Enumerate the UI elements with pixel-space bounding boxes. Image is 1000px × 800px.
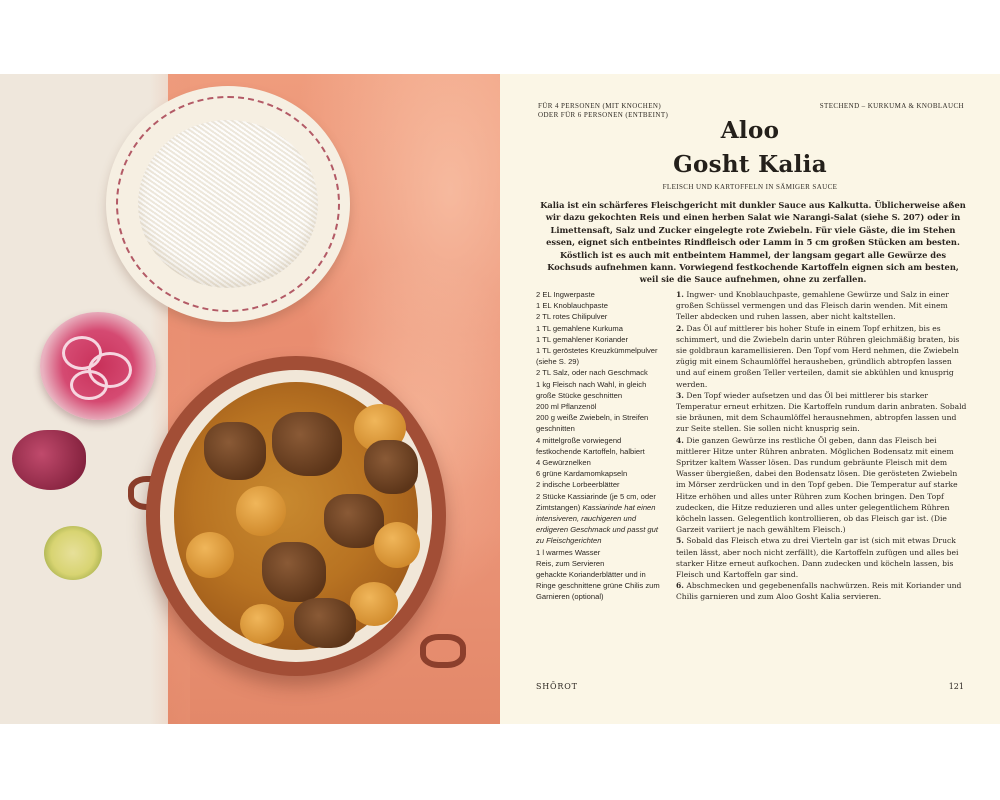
step-number: 6.	[676, 581, 684, 591]
method-step	[676, 535, 968, 580]
ingredient-item	[536, 558, 666, 569]
recipe-subtitle: FLEISCH UND KARTOFFELN IN SÄMIGER SAUCE	[662, 183, 838, 191]
ingredient-text: 1 TL geröstetes Kreuzkümmelpulver (siehe S. 29)	[536, 346, 658, 367]
ingredient-item	[536, 569, 666, 603]
step-number: 3.	[676, 390, 684, 400]
method-step	[676, 580, 968, 602]
recipe-photo	[0, 74, 500, 724]
ingredient-item	[536, 491, 666, 547]
potato-chunk	[186, 532, 234, 578]
page-number: 121	[948, 682, 964, 691]
method-step	[676, 390, 968, 435]
servings-info: FÜR 4 PERSONEN (MIT KNOCHEN) ODER FÜR 6 PERSONEN (ENTBEINT)	[538, 102, 669, 119]
ingredient-text: 1 l warmes Wasser	[536, 547, 601, 557]
meat-chunk	[294, 598, 356, 648]
recipe-title-line1: Aloo	[720, 117, 780, 144]
recipe-title	[650, 114, 850, 182]
method-step	[676, 323, 968, 390]
curry-pot	[146, 356, 446, 676]
pickled-onion-bowl	[40, 312, 156, 420]
step-text: Sobald das Fleisch etwa zu drei Vierteln gar ist (sich mit etwas Druck teilen lässt, aber noch nicht zerfällt), die Kartoffeln zufügen und alles bei starker Hitze erneut aufkochen. Dann zudecken und köcheln lassen, bis Fleisch und Kartoffeln gar sind.	[676, 536, 959, 580]
step-text: Die ganzen Gewürze ins restliche Öl geben, dann das Fleisch bei mittlerer Hitze unter Rühren anbraten. Möglichen Bodensatz mit einem Spritzer kaltem Wasser lösen. Das rundum gebräunte Fleisch mit dem Wasser übergießen, dabei den Bodensatz lösen. Die gerösteten Zwiebeln im Mörser zerdrücken und in den Topf geben. Die Temperatur auf starke Hitze erhöhen und alles unter Rühren zum Kochen bringen. Den Topf zudecken, die Hitze reduzieren und alles unter gelegentlichem Rühren köcheln lassen. Gelegentlich kontrollieren, ob das Fleisch gar ist. (Die Garzeit variiert je nach gewähltem Fleisch.)	[676, 435, 958, 535]
ingredient-text: 2 TL Salz, oder nach Geschmack	[536, 368, 648, 378]
step-number: 2.	[676, 323, 684, 333]
ingredient-item	[536, 345, 666, 367]
red-onion	[12, 430, 86, 490]
lime-half	[44, 526, 102, 580]
curry-sauce	[174, 382, 418, 650]
ingredient-text: 2 Stücke Kassiarinde (je 5 cm, oder Zimtstangen)	[536, 491, 656, 512]
rice	[138, 120, 318, 288]
onion-ring	[70, 370, 108, 400]
step-text: Das Öl auf mittlerer bis hoher Stufe in einem Topf erhitzen, bis es schimmert, und die Zwiebeln darin unter Rühren gleichmäßig braten, bis sie goldbraun karamellisieren. Den Topf vom Herd nehmen, die Zwiebeln zügig mit einem Schaumlöffel herausheben, gründlich abtropfen lassen und auf einem großen Teller verteilen, damit sie abkühlen und knusprig werden.	[676, 323, 960, 389]
recipe-intro: Kalia ist ein schärferes Fleischgericht mit dunkler Sauce aus Kalkutta. Üblicherweise aßen wir dazu gekochten Reis und einen herben Salat wie Narangi-Salat (siehe S. 207) oder in Limettensaft, Salz und Zucker eingelegte rote Zwiebeln. Für viele Gäste, die im Stehen essen, eignet sich entbeintes Rindfleisch oder Lamm in 5 cm großen Stücken am besten. Köstlich ist es auch mit entbeintem Hammel, der langsam gegart alle Gewürze des Kochsuds aufnehmen kann. Vorwiegend festkochende Kartoffeln eignen sich am besten, weil sie die Sauce aufnehmen, ohne zu zerfallen.	[540, 200, 966, 285]
step-number: 5.	[676, 536, 684, 546]
ingredient-item	[536, 289, 666, 300]
ingredient-text: 1 EL Knoblauchpaste	[536, 301, 608, 311]
pot-handle-right	[420, 634, 466, 668]
ingredient-text: gehackte Korianderblätter und in Ringe geschnittene grüne Chilis zum Garnieren (optional)	[536, 570, 660, 602]
ingredient-text: 200 g weiße Zwiebeln, in Streifen geschnitten	[536, 413, 649, 434]
step-text: Den Topf wieder aufsetzen und das Öl bei mittlerer bis starker Temperatur erneut erhitzen. Die Kartoffeln rundum darin anbraten. Sobald sie bräunen, mit dem Schaumlöffel herausnehmen, abtropfen lassen und zur Seite stellen. Sie sollen nicht knusprig sein.	[676, 390, 967, 434]
step-number: 4.	[676, 435, 684, 445]
meat-chunk	[204, 422, 266, 480]
ingredient-text: 4 Gewürznelken	[536, 458, 591, 468]
meat-chunk	[272, 412, 342, 476]
ingredient-text: 4 mittelgroße vorwiegend festkochende Kartoffeln, halbiert	[536, 435, 645, 456]
ingredient-item	[536, 457, 666, 468]
ingredient-list	[536, 289, 666, 603]
ingredient-item	[536, 468, 666, 479]
method-steps	[676, 289, 968, 603]
ingredient-text: 2 indische Lorbeerblätter	[536, 480, 620, 490]
ingredient-item	[536, 412, 666, 434]
ingredient-note: Kassiarinde hat einen intensiveren, rauchigeren und erdigeren Geschmack und passt gut zu Fleischgerichten	[536, 502, 658, 546]
method-step	[676, 435, 968, 536]
chapter-name: SHŌROT	[536, 682, 578, 691]
ingredient-text: 6 grüne Kardamomkapseln	[536, 469, 628, 479]
potato-chunk	[350, 582, 398, 626]
ingredient-item	[536, 300, 666, 311]
ingredient-item	[536, 379, 666, 401]
ingredient-item	[536, 435, 666, 457]
ingredient-item	[536, 401, 666, 412]
ingredient-text: 1 kg Fleisch nach Wahl, in gleich große Stücke geschnitten	[536, 379, 647, 400]
flavor-tagline: STECHEND – KURKUMA & KNOBLAUCH	[819, 102, 964, 110]
ingredient-text: Reis, zum Servieren	[536, 558, 605, 568]
ingredient-item	[536, 323, 666, 334]
ingredient-text: 2 TL rotes Chilipulver	[536, 312, 608, 322]
step-text: Abschmecken und gegebenenfalls nachwürzen. Reis mit Koriander und Chilis garnieren und zum Aloo Gosht Kalia servieren.	[676, 581, 962, 602]
potato-chunk	[236, 486, 286, 536]
step-text: Ingwer- und Knoblauchpaste, gemahlene Gewürze und Salz in einer großen Schüssel vermengen und das Fleisch darin wenden. Mit einem Teller abdecken und ruhen lassen, aber nicht kaltstellen.	[676, 290, 949, 322]
method-step	[676, 289, 968, 323]
rice-plate	[106, 86, 350, 322]
meat-chunk	[262, 542, 326, 602]
recipe-title-line2: Gosht Kalia	[673, 151, 827, 178]
ingredient-item	[536, 367, 666, 378]
potato-chunk	[374, 522, 420, 568]
ingredient-text: 2 EL Ingwerpaste	[536, 290, 595, 299]
ingredient-item	[536, 547, 666, 558]
ingredient-text: 1 TL gemahlene Kurkuma	[536, 323, 623, 333]
potato-chunk	[240, 604, 284, 644]
ingredient-item	[536, 334, 666, 345]
ingredient-text: 200 ml Pflanzenöl	[536, 402, 597, 412]
ingredient-text: 1 TL gemahlener Koriander	[536, 334, 629, 344]
meat-chunk	[364, 440, 418, 494]
ingredient-item	[536, 311, 666, 322]
ingredient-item	[536, 479, 666, 490]
step-number: 1.	[676, 290, 684, 299]
recipe-page	[500, 74, 1000, 724]
